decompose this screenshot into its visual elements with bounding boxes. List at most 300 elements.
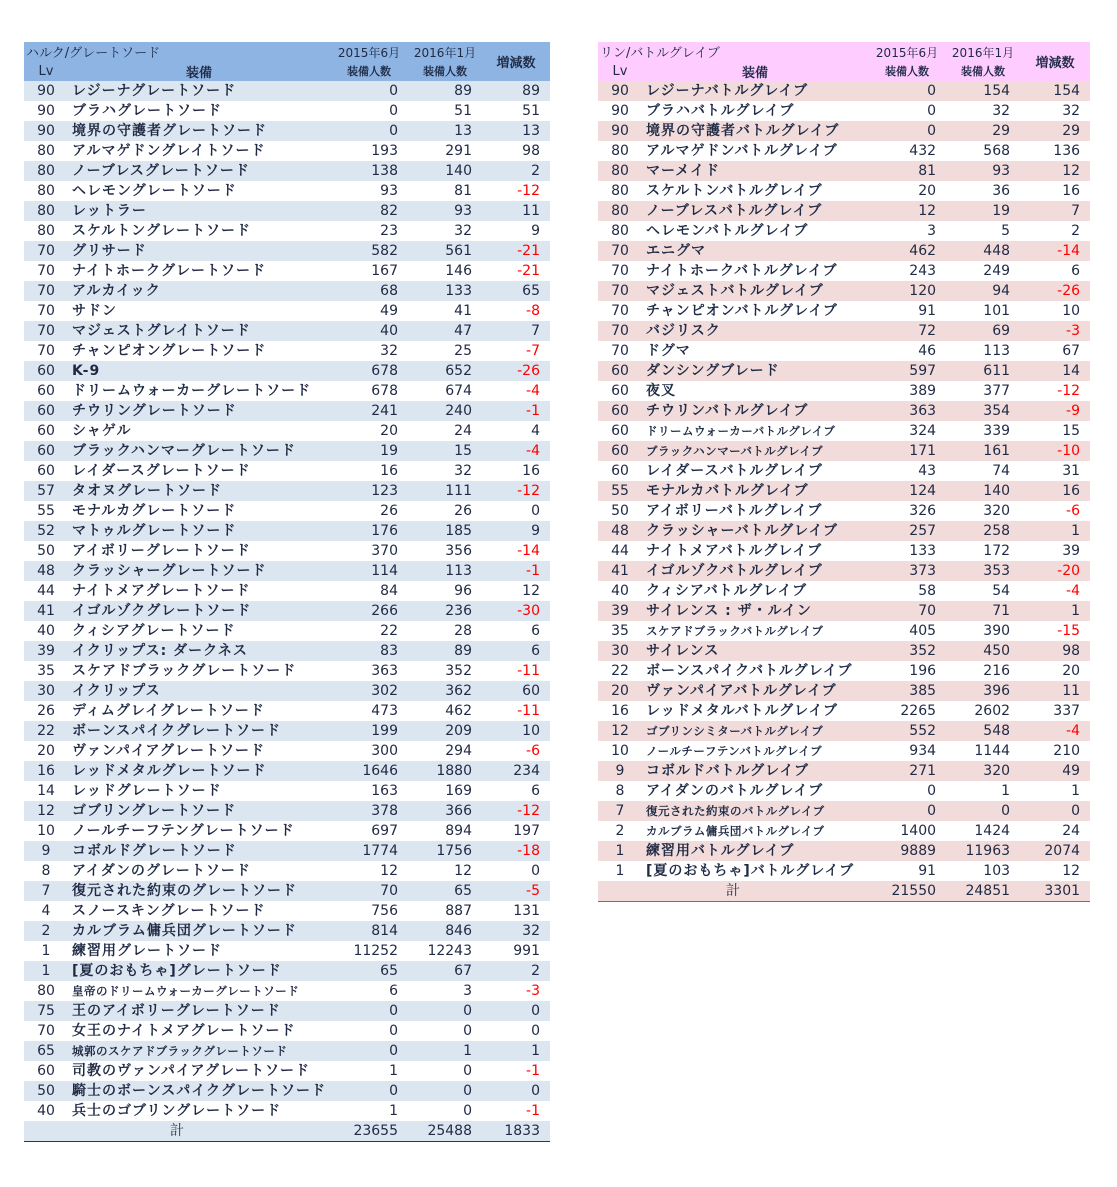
row-increase: 32 [1062, 103, 1081, 119]
row-count-2015: 300 [371, 743, 398, 759]
row-equipment-name: ノールチーフテンバトルグレイブ [646, 744, 823, 758]
table-row [24, 81, 550, 101]
row-increase: 98 [522, 143, 540, 159]
header-row-bottom [598, 61, 1090, 81]
row-increase: 234 [482, 761, 550, 781]
row-increase: 12 [522, 583, 540, 599]
row-level: 80 [611, 143, 629, 159]
table-row [598, 741, 1090, 761]
row-count-2016: 258 [946, 521, 1020, 541]
row-count-2016: 185 [408, 521, 482, 541]
row-increase: -10 [1020, 441, 1090, 461]
row-count-2016: 339 [983, 423, 1011, 439]
row-increase: -4 [482, 441, 550, 461]
row-count-2016: 32 [454, 463, 472, 479]
header-equipment: 装備 [642, 61, 868, 81]
table-row [598, 401, 1090, 421]
row-count-2015: 552 [868, 721, 946, 741]
row-level: 80 [598, 201, 642, 221]
table-row [24, 921, 550, 941]
row-increase: 0 [482, 1081, 550, 1101]
table-row [24, 561, 550, 581]
row-increase: 210 [1053, 743, 1081, 759]
row-level: 48 [598, 521, 642, 541]
table-row [24, 181, 550, 201]
table-row [24, 281, 550, 301]
row-equipment-name: アイダンのグレートソード [72, 863, 251, 879]
row-count-2016: 450 [946, 641, 1020, 661]
row-count-2016: 354 [946, 401, 1020, 421]
row-increase: -15 [1057, 623, 1081, 639]
row-count-2015: 91 [918, 863, 937, 879]
row-equipment-name: モナルカグレートソード [72, 503, 237, 519]
table-row [24, 301, 550, 321]
row-count-2016: 674 [445, 383, 472, 399]
row-equipment-name: 境界の守護者バトルグレイブ [642, 121, 868, 141]
row-count-2015: 81 [868, 161, 946, 181]
row-equipment-name: レッドグレートソード [72, 783, 222, 799]
row-level: 20 [37, 743, 55, 759]
row-count-2015: 12 [380, 863, 398, 879]
row-increase: 4 [531, 423, 540, 439]
row-increase: 6 [531, 783, 540, 799]
row-level: 70 [598, 241, 642, 261]
row-count-2016: 11963 [946, 841, 1020, 861]
row-increase: 0 [531, 1023, 540, 1039]
row-count-2015: 123 [330, 481, 408, 501]
row-increase: 991 [513, 943, 540, 959]
row-equipment-name: ナイトメアグレートソード [72, 583, 251, 599]
row-level: 44 [611, 543, 629, 559]
row-level: 70 [598, 281, 642, 301]
table-row [598, 261, 1090, 281]
row-increase: 15 [1062, 423, 1081, 439]
table-row [598, 281, 1090, 301]
row-count-2015: 133 [909, 543, 937, 559]
row-level: 70 [611, 263, 629, 279]
row-level: 60 [37, 423, 55, 439]
row-count-2015: 176 [330, 521, 408, 541]
row-level: 70 [37, 303, 55, 319]
row-count-2015: 1774 [330, 841, 408, 861]
row-count-2015: 22 [380, 623, 398, 639]
row-count-2015: 199 [330, 721, 408, 741]
header-row-bottom [24, 61, 550, 81]
row-count-2016: 89 [408, 81, 482, 101]
table-row [598, 821, 1090, 841]
table-row [24, 581, 550, 601]
row-equipment-name: ゴブリングレートソード [68, 801, 330, 821]
header-lv: Lv [598, 61, 642, 81]
row-count-2016: 103 [983, 863, 1011, 879]
table-row [598, 121, 1090, 141]
row-increase: 7 [1020, 201, 1090, 221]
table-row [24, 801, 550, 821]
row-count-2016: 5 [1001, 223, 1011, 239]
row-count-2015: 1646 [330, 761, 408, 781]
row-equipment-name: チャンピオングレートソード [72, 343, 267, 359]
row-level: 70 [24, 281, 68, 301]
row-count-2016: 133 [408, 281, 482, 301]
row-count-2015: 0 [330, 121, 408, 141]
row-count-2015: 124 [868, 481, 946, 501]
row-level: 50 [37, 543, 55, 559]
row-level: 35 [611, 623, 629, 639]
row-count-2016: 0 [463, 1063, 472, 1079]
header-lv: Lv [24, 61, 68, 81]
row-level: 50 [611, 503, 629, 519]
row-level: 70 [37, 1023, 55, 1039]
table-row [24, 321, 550, 341]
row-increase: -1 [482, 561, 550, 581]
table-row [598, 101, 1090, 121]
row-count-2015: 405 [909, 623, 937, 639]
row-count-2016: 12 [454, 863, 472, 879]
table-row [24, 1001, 550, 1021]
row-count-2015: 326 [909, 503, 937, 519]
row-count-2016: 216 [983, 663, 1011, 679]
row-level: 60 [598, 441, 642, 461]
row-count-2016: 169 [445, 783, 472, 799]
row-count-2015: 582 [330, 241, 408, 261]
row-increase: 20 [1062, 663, 1081, 679]
row-count-2016: 154 [946, 81, 1020, 101]
row-count-2015: 363 [371, 663, 398, 679]
row-level: 16 [611, 703, 629, 719]
row-count-2016: 81 [454, 183, 472, 199]
table-row [24, 401, 550, 421]
row-increase: 154 [1020, 81, 1090, 101]
row-count-2016: 113 [983, 343, 1011, 359]
row-increase: 11 [482, 201, 550, 221]
row-level: 70 [24, 241, 68, 261]
row-level: 55 [37, 503, 55, 519]
row-increase: -5 [482, 881, 550, 901]
row-equipment-name: ボーンスパイクバトルグレイブ [646, 663, 853, 679]
row-count-2015: 163 [371, 783, 398, 799]
row-count-2016: 13 [408, 121, 482, 141]
row-count-2016: 291 [445, 143, 472, 159]
row-level: 9 [598, 761, 642, 781]
row-count-2015: 12 [868, 201, 946, 221]
total-increase: 1833 [482, 1121, 550, 1142]
row-increase: 39 [1062, 543, 1081, 559]
row-count-2016: 846 [408, 921, 482, 941]
row-level: 7 [24, 881, 68, 901]
row-count-2015: 389 [909, 383, 937, 399]
row-equipment-name: ブラックハンマーグレートソード [68, 441, 330, 461]
table-row [598, 841, 1090, 861]
table-row [598, 481, 1090, 501]
table-row [24, 201, 550, 221]
row-equipment-name: サドン [72, 303, 117, 319]
row-equipment-name: アルマゲドンバトルグレイブ [646, 143, 838, 159]
row-equipment-name: レジーナグレートソード [68, 81, 330, 101]
table-row [24, 221, 550, 241]
header-equipment: 装備 [68, 61, 330, 81]
row-count-2016: 561 [408, 241, 482, 261]
row-count-2016: 652 [408, 361, 482, 381]
row-level: 90 [24, 121, 68, 141]
row-equipment-name: レジーナバトルグレイブ [642, 81, 868, 101]
table-row [598, 681, 1090, 701]
row-equipment-name: レイダースバトルグレイブ [646, 463, 823, 479]
row-count-2015: 678 [330, 361, 408, 381]
row-level: 80 [611, 223, 629, 239]
row-increase: 7 [482, 321, 550, 341]
row-level: 44 [37, 583, 55, 599]
header-year-2016: 2016年1月 [946, 42, 1020, 61]
table-row [598, 601, 1090, 621]
row-count-2015: 0 [330, 1081, 408, 1101]
row-count-2016: 294 [445, 743, 472, 759]
row-increase: 9 [531, 223, 540, 239]
row-equipment-name: アイダンのバトルグレイブ [646, 783, 824, 799]
table-row [24, 641, 550, 661]
row-equipment-name: K-9 [68, 361, 330, 381]
row-increase: 0 [1020, 801, 1090, 821]
row-equipment-name: レッドメタルグレートソード [68, 761, 330, 781]
row-count-2015: 84 [380, 583, 398, 599]
row-count-2016: 362 [408, 681, 482, 701]
row-count-2015: 0 [868, 81, 946, 101]
row-increase: 9 [482, 521, 550, 541]
row-level: 80 [37, 183, 55, 199]
row-count-2015: 193 [371, 143, 398, 159]
row-count-2016: 19 [946, 201, 1020, 221]
row-count-2015: 257 [868, 521, 946, 541]
row-equipment-name: ボーンスパイクグレートソード [68, 721, 330, 741]
row-level: 39 [598, 601, 642, 621]
row-level: 60 [611, 423, 629, 439]
row-equipment-name: 練習用バトルグレイブ [642, 841, 868, 861]
row-count-2016: 47 [408, 321, 482, 341]
table-row [24, 1021, 550, 1041]
row-count-2015: 697 [371, 823, 398, 839]
row-level: 4 [41, 903, 51, 919]
row-increase: 2 [482, 161, 550, 181]
row-count-2015: 20 [918, 183, 937, 199]
table-row [598, 501, 1090, 521]
row-count-2016: 36 [992, 183, 1011, 199]
row-increase: 6 [482, 641, 550, 661]
table-row [24, 901, 550, 921]
row-equipment-name: マジェストバトルグレイブ [642, 281, 868, 301]
row-equipment-name: 境界の守護者グレートソード [68, 121, 330, 141]
table-row [24, 881, 550, 901]
row-count-2015: 19 [330, 441, 408, 461]
row-count-2016: 15 [408, 441, 482, 461]
row-equipment-name: スケルトンバトルグレイブ [646, 183, 823, 199]
total-row [24, 1121, 550, 1142]
row-level: 48 [24, 561, 68, 581]
table-row [598, 141, 1090, 161]
row-level: 10 [37, 823, 55, 839]
row-equipment-name: イゴルゾクグレートソード [68, 601, 330, 621]
table-row [24, 1101, 550, 1121]
row-level: 50 [24, 1081, 68, 1101]
row-increase: -11 [517, 663, 540, 679]
row-equipment-name: 女王のナイトメアグレートソード [72, 1023, 296, 1039]
row-equipment-name: チウリンバトルグレイブ [642, 401, 868, 421]
table-row [24, 841, 550, 861]
row-count-2016: 0 [408, 1081, 482, 1101]
row-count-2016: 320 [946, 761, 1020, 781]
total-count-2016: 25488 [408, 1121, 482, 1142]
row-increase: -11 [517, 703, 540, 719]
row-count-2015: 40 [330, 321, 408, 341]
row-increase: -12 [1057, 383, 1081, 399]
row-count-2016: 93 [946, 161, 1020, 181]
row-count-2015: 3 [927, 223, 937, 239]
table-row [598, 621, 1090, 641]
table-row [598, 181, 1090, 201]
header-row-top [598, 42, 1090, 61]
table-row [24, 621, 550, 641]
table-row [598, 781, 1090, 801]
row-level: 70 [598, 321, 642, 341]
row-count-2015: 378 [330, 801, 408, 821]
row-equipment-name: クィシアグレートソード [72, 623, 236, 639]
table-row [24, 521, 550, 541]
row-count-2016: 1 [408, 1041, 482, 1061]
row-equipment-name: エニグマ [642, 241, 868, 261]
table-row [24, 1061, 550, 1081]
row-level: 90 [598, 121, 642, 141]
row-level: 7 [598, 801, 642, 821]
row-increase: 16 [1062, 183, 1081, 199]
row-count-2016: 462 [445, 703, 472, 719]
row-count-2016: 2602 [974, 703, 1011, 719]
row-increase: -14 [517, 543, 540, 559]
table-row [24, 941, 550, 961]
row-increase: 0 [531, 863, 540, 879]
row-count-2015: 20 [380, 423, 398, 439]
total-count-2016: 24851 [946, 881, 1020, 902]
table-row [598, 301, 1090, 321]
row-count-2016: 611 [946, 361, 1020, 381]
row-count-2016: 140 [946, 481, 1020, 501]
right-table [598, 42, 1090, 902]
row-count-2015: 43 [918, 463, 937, 479]
row-count-2016: 894 [445, 823, 472, 839]
table-row [598, 221, 1090, 241]
row-count-2016: 1 [1001, 783, 1011, 799]
hulk-greatsword-table [24, 42, 550, 1142]
table-row [24, 381, 550, 401]
row-count-2015: 473 [371, 703, 398, 719]
table-row [24, 461, 550, 481]
row-level: 16 [24, 761, 68, 781]
row-count-2015: 16 [380, 463, 398, 479]
row-equipment-name: イゴルゾクバトルグレイブ [642, 561, 868, 581]
header-year-2015: 2015年6月 [868, 42, 946, 61]
row-count-2015: 1400 [900, 823, 937, 839]
row-count-2015: 363 [868, 401, 946, 421]
row-equipment-name: 司教のヴァンパイアグレートソード [72, 1063, 311, 1079]
row-count-2015: 83 [330, 641, 408, 661]
row-level: 80 [611, 183, 629, 199]
row-equipment-name: アイボリーグレートソード [72, 543, 251, 559]
row-level: 41 [24, 601, 68, 621]
row-count-2015: 934 [909, 743, 937, 759]
row-count-2016: 320 [983, 503, 1011, 519]
row-level: 65 [24, 1041, 68, 1061]
row-equipment-name: サイレンス [642, 641, 868, 661]
table-row [598, 81, 1090, 101]
row-count-2016: 353 [946, 561, 1020, 581]
row-increase: 10 [482, 721, 550, 741]
row-equipment-name: 王のアイボリーグレートソード [68, 1001, 330, 1021]
row-increase: -7 [526, 343, 540, 359]
row-equipment-name: ゴブリンシミターバトルグレイブ [642, 721, 868, 741]
row-level: 55 [598, 481, 642, 501]
table-row [598, 801, 1090, 821]
row-count-2015: 243 [909, 263, 937, 279]
row-increase: 16 [522, 463, 540, 479]
row-count-2015: 370 [371, 543, 398, 559]
row-equipment-name: カルブラム傭兵団グレートソード [68, 921, 330, 941]
table-row [598, 341, 1090, 361]
row-equipment-name: 復元された約束のバトルグレイブ [642, 801, 868, 821]
row-count-2016: 356 [445, 543, 472, 559]
row-count-2015: 597 [868, 361, 946, 381]
row-equipment-name: マジェストグレイトソード [68, 321, 330, 341]
row-equipment-name: カルブラム傭兵団バトルグレイブ [646, 824, 825, 838]
row-increase: 0 [482, 1001, 550, 1021]
row-equipment-name: ヘレモングレートソード [72, 183, 237, 199]
row-level: 10 [611, 743, 629, 759]
row-count-2016: 89 [408, 641, 482, 661]
row-increase: 131 [513, 903, 540, 919]
row-count-2015: 58 [918, 583, 937, 599]
row-level: 80 [24, 201, 68, 221]
row-level: 1 [615, 863, 625, 879]
row-count-2015: 0 [330, 81, 408, 101]
row-increase: 51 [522, 103, 540, 119]
row-count-2016: 548 [946, 721, 1020, 741]
row-equipment-name: 兵士のゴブリングレートソード [72, 1103, 282, 1119]
row-count-2016: 0 [408, 1001, 482, 1021]
row-count-2016: 236 [408, 601, 482, 621]
row-count-2016: 51 [454, 103, 472, 119]
row-count-2015: 0 [927, 103, 937, 119]
row-count-2015: 6 [389, 983, 398, 999]
row-count-2016: 377 [983, 383, 1011, 399]
row-equipment-name: 騎士のボーンスパイクグレートソード [68, 1081, 330, 1101]
total-row [598, 881, 1090, 902]
header-increase: 増減数 [482, 42, 550, 81]
row-increase: -30 [482, 601, 550, 621]
row-count-2016: 1424 [974, 823, 1011, 839]
row-equipment-name: ヴァンパイアグレートソード [72, 743, 266, 759]
row-count-2016: 390 [983, 623, 1011, 639]
table-row [598, 761, 1090, 781]
row-level: 90 [37, 103, 55, 119]
row-level: 26 [37, 703, 55, 719]
row-count-2016: 94 [946, 281, 1020, 301]
row-count-2015: 91 [918, 303, 937, 319]
table-row [598, 721, 1090, 741]
row-increase: 29 [1020, 121, 1090, 141]
row-level: 2 [24, 921, 68, 941]
row-equipment-name: ドリームウォーカーグレートソード [72, 383, 312, 399]
row-count-2016: 29 [946, 121, 1020, 141]
row-equipment-name: ノールチーフテングレートソード [72, 823, 295, 839]
row-level: 30 [598, 641, 642, 661]
row-count-2016: 28 [454, 623, 472, 639]
row-equipment-name: ヘレモンバトルグレイブ [646, 223, 809, 239]
